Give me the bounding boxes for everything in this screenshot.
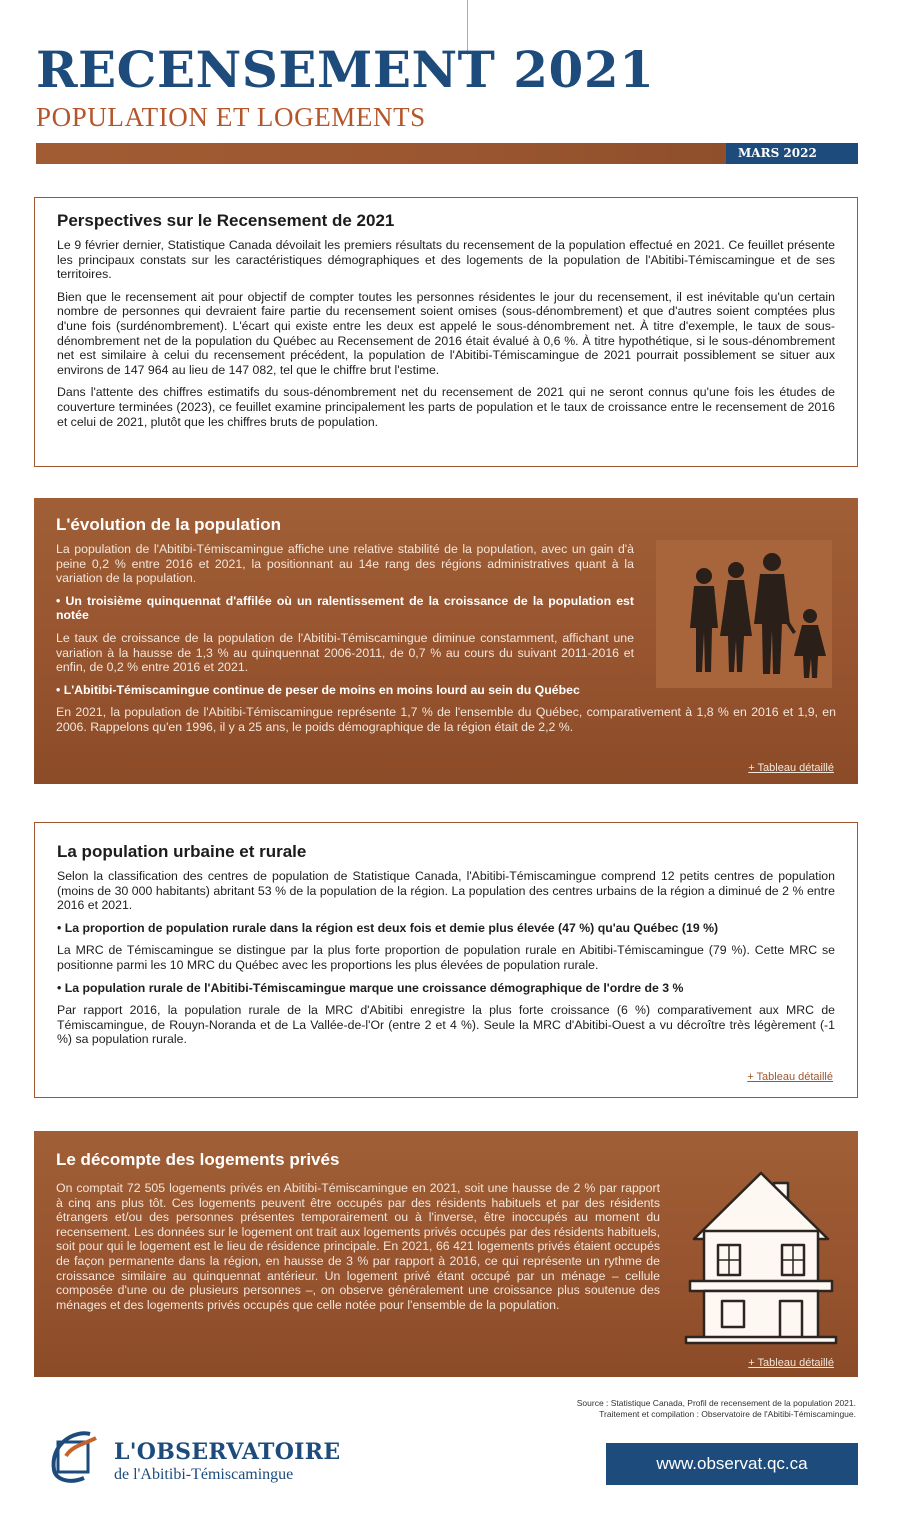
- house-icon: [682, 1165, 840, 1345]
- date-badge: MARS 2022: [726, 143, 858, 164]
- evolution-paragraph: Le taux de croissance de la population de l'Abitibi-Témiscamingue diminue constamment, affichant une variation à la hausse de 1,3 % au quinquennat 2006-2011, de 0,7 % au cours du suivant 2011-2016 et enfin, de 0,2 % entre 2016 et 2021.: [56, 630, 634, 675]
- perspectives-paragraph: Dans l'attente des chiffres estimatifs du sous-dénombrement net du recensement de 2021 qui ne seront connus qu'une fois les études de couverture terminées (2023), ce feuillet examine principalement les parts de population et le taux de croissance entre le recensement de 2016 et celui de 2021, plutôt que les chiffres bruts de population.: [57, 385, 835, 429]
- urbaine-section: [34, 822, 858, 1098]
- evolution-bullet: • Un troisième quinquennat d'affilée où un ralentissement de la croissance de la population est notée: [56, 593, 634, 623]
- urbaine-paragraph: Selon la classification des centres de population de Statistique Canada, l'Abitibi-Témiscamingue comprend 12 petits centres de population (moins de 30 000 habitants) abritant 53 % de la population de la région. La population des centres urbains de la région a diminué de 2 % entre 2016 et 2021.: [57, 869, 835, 913]
- observatoire-logo-icon: [44, 1426, 108, 1486]
- urbaine-paragraph: Par rapport 2016, la population rurale de la MRC d'Abitibi enregistre la plus forte croissance (6 %) comparativement aux MRC de Témiscamingue, de Rouyn-Noranda et de La Vallée-de-l'Or (entre 2 et 4 %). Seule la MRC d'Abitibi-Ouest a vu décroître très légèrement (-1 %) sa population rurale.: [57, 1003, 835, 1047]
- urbaine-bullet: • La proportion de population rurale dans la région est deux fois et demie plus élevée (47 %) qu'au Québec (19 %): [57, 920, 719, 935]
- urbaine-heading: La population urbaine et rurale: [57, 842, 307, 861]
- logo-name: L'OBSERVATOIRE: [114, 1439, 341, 1465]
- logements-detail-link[interactable]: + Tableau détaillé: [748, 1357, 834, 1369]
- urbaine-bullet: • La population rurale de l'Abitibi-Témiscamingue marque une croissance démographique de l'ordre de 3 %: [57, 980, 684, 995]
- perspectives-heading: Perspectives sur le Recensement de 2021: [57, 211, 395, 230]
- evolution-paragraph: La population de l'Abitibi-Témiscamingue affiche une relative stabilité de la population, avec un gain d'à peine 0,2 % entre 2016 et 2021, la positionnant au 14e rang des régions administratives quant à la variation de la population.: [56, 542, 634, 586]
- evolution-heading: L'évolution de la population: [56, 515, 282, 534]
- website-link[interactable]: www.observat.qc.ca: [606, 1443, 858, 1485]
- source-line: Source : Statistique Canada, Profil de recensement de la population 2021.: [576, 1398, 856, 1408]
- family-silhouette-icon: [656, 540, 832, 688]
- logements-paragraph: On comptait 72 505 logements privés en Abitibi-Témiscamingue en 2021, soit une hausse de 2 % par rapport à cinq ans plus tôt. Ces logements peuvent être occupés par des résidents habituels et par des résidents étrangers et/ou des personnes présentes temporairement ou à l'inverse, être inoccupés au moment du recensement. Les données sur le logement ont trait aux logements privés occupés par des résidents habituels, soit pour qui le logement est le lieu de résidence principale. En 2021, 66 421 logements privés étaient occupés de façon permanente dans la région, en hausse de 3 % par rapport à 2016, ce qui représente un rythme de croissance similaire au quinquennat antérieur. Un logement privé étant occupé par un ménage – cellule composée d'une ou de plusieurs personnes –, on observe généralement une croissance plus soutenue des ménages et des logements privés occupés que celle notée pour l'ensemble de la population.: [56, 1181, 660, 1312]
- logements-section: [34, 1131, 858, 1377]
- evolution-detail-link[interactable]: + Tableau détaillé: [748, 762, 834, 774]
- evolution-bullet: • L'Abitibi-Témiscamingue continue de peser de moins en moins lourd au sein du Québec: [56, 682, 580, 697]
- urbaine-paragraph: La MRC de Témiscamingue se distingue par la plus forte proportion de population rurale en Abitibi-Témiscamingue (79 %). Cette MRC se positionne parmi les 10 MRC du Québec avec les proportions les plus élevées de population rurale.: [57, 943, 835, 972]
- urbaine-detail-link[interactable]: + Tableau détaillé: [747, 1071, 833, 1083]
- perspectives-paragraph: Bien que le recensement ait pour objectif de compter toutes les personnes résidentes le jour du recensement, il est inévitable qu'un certain nombre de personnes qui devraient faire partie du recensement soient omises (sous-dénombrement) et que d'autres soient comptées plus d'une fois (surdénombrement). L'écart qui existe entre les deux est appelé le sous-dénombrement net. À titre d'exemple, le taux de sous-dénombrement net de la population du Québec au Recensement de 2016 était évalué à 0,6 %. À titre hypothétique, si le sous-dénombrement net est similaire à celui du recensement précédent, la population de l'Abitibi-Témiscamingue de 2021 pourrait possiblement se situer aux environs de 147 964 au lieu de 147 082, tel que le chiffre brut l'estime.: [57, 289, 835, 377]
- evolution-section: [34, 498, 858, 784]
- page-subtitle: POPULATION ET LOGEMENTS: [36, 102, 426, 132]
- evolution-paragraph: En 2021, la population de l'Abitibi-Témiscamingue représente 1,7 % de l'ensemble du Québec, comparativement à 1,8 % en 2016 et 1,9, en 2006. Rappelons qu'en 1996, il y a 25 ans, le poids démographique de la région était de 2,2 %.: [56, 705, 836, 734]
- logo-subtitle: de l'Abitibi-Témiscamingue: [114, 1466, 294, 1483]
- page-title: RECENSEMENT 2021: [36, 40, 655, 99]
- header-band: [36, 143, 726, 164]
- logements-heading: Le décompte des logements privés: [56, 1150, 340, 1169]
- perspectives-paragraph: Le 9 février dernier, Statistique Canada dévoilait les premiers résultats du recensement de la population effectué en 2021. Ce feuillet présente les principaux constats sur les caractéristiques démographiques et des logements de la population de l'Abitibi-Témiscamingue et de ses territoires.: [57, 238, 835, 282]
- source-line: Traitement et compilation : Observatoire de l'Abitibi-Témiscamingue.: [599, 1409, 856, 1419]
- source-note: [577, 1398, 856, 1420]
- perspectives-section: [34, 197, 858, 467]
